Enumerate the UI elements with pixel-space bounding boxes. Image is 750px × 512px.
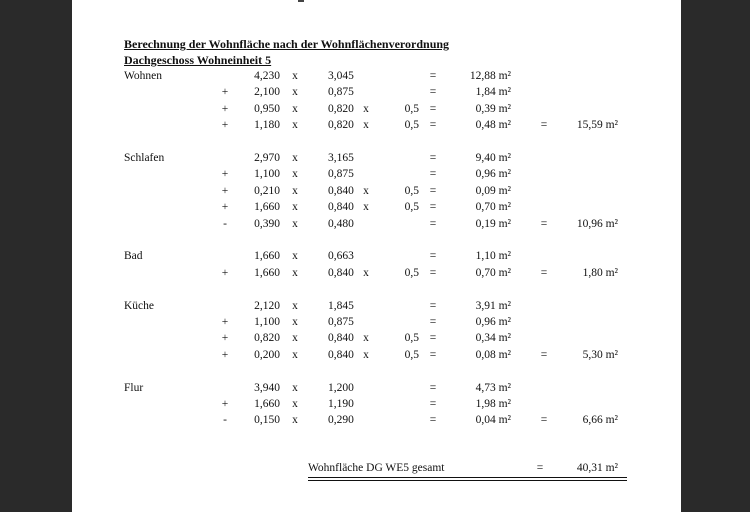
dimension-b: 1,190 — [328, 398, 354, 410]
times-symbol: x — [292, 398, 298, 410]
times-symbol: x — [292, 102, 298, 115]
row-sign: + — [221, 86, 229, 99]
times-symbol: x — [292, 168, 298, 181]
equals-symbol: = — [429, 86, 437, 99]
row-sign: + — [221, 184, 229, 197]
partial-area: 1,84 m² — [475, 86, 511, 99]
dimension-a: 1,100 — [254, 168, 280, 181]
reduction-factor: 0,5 — [404, 102, 419, 115]
total-double-underline — [308, 480, 627, 481]
document-subtitle: Dachgeschoss Wohneinheit 5 — [124, 53, 272, 67]
dimension-b: 0,840 — [328, 266, 354, 279]
equals-symbol: = — [429, 316, 437, 328]
equals-symbol: = — [429, 332, 437, 345]
room-total: 1,80 m² — [582, 266, 618, 279]
dimension-b: 1,200 — [328, 381, 354, 394]
times-symbol: x — [363, 348, 369, 361]
times-symbol: x — [292, 86, 298, 99]
equals-symbol: = — [429, 299, 437, 312]
equals-symbol: = — [540, 119, 548, 132]
times-symbol: x — [363, 184, 369, 197]
room-total: 6,66 m² — [582, 414, 618, 427]
partial-area: 3,91 m² — [475, 299, 511, 312]
times-symbol: x — [363, 119, 369, 132]
dimension-a: 0,390 — [254, 217, 280, 230]
row-sign: + — [221, 316, 229, 328]
viewer-left-margin — [0, 0, 72, 512]
equals-symbol: = — [429, 250, 437, 263]
dimension-a: 0,200 — [254, 348, 280, 361]
equals-symbol: = — [429, 102, 437, 115]
times-symbol: x — [292, 414, 298, 427]
partial-area: 0,19 m² — [475, 217, 511, 230]
equals-symbol: = — [429, 184, 437, 197]
reduction-factor: 0,5 — [404, 348, 419, 361]
dimension-b: 3,045 — [328, 70, 354, 82]
dimension-b: 0,875 — [328, 316, 354, 328]
times-symbol: x — [292, 217, 298, 230]
dimension-a: 1,660 — [254, 201, 280, 214]
times-symbol: x — [292, 152, 298, 164]
row-sign: + — [221, 398, 229, 410]
scan-mark — [298, 0, 304, 2]
reduction-factor: 0,5 — [404, 266, 419, 279]
times-symbol: x — [292, 381, 298, 394]
partial-area: 0,70 m² — [475, 201, 511, 214]
dimension-b: 0,820 — [328, 119, 354, 132]
equals-symbol: = — [429, 201, 437, 214]
row-sign: + — [221, 266, 229, 279]
equals-symbol: = — [429, 381, 437, 394]
total-label: Wohnfläche DG WE5 gesamt — [308, 462, 445, 474]
partial-area: 0,04 m² — [475, 414, 511, 427]
dimension-b: 3,165 — [328, 152, 354, 164]
total-underline — [308, 477, 627, 478]
times-symbol: x — [292, 266, 298, 279]
partial-area: 0,96 m² — [475, 168, 511, 181]
dimension-b: 0,840 — [328, 184, 354, 197]
partial-area: 4,73 m² — [475, 381, 511, 394]
partial-area: 0,34 m² — [475, 332, 511, 345]
room-name: Flur — [124, 381, 144, 394]
dimension-b: 0,820 — [328, 102, 354, 115]
partial-area: 0,08 m² — [475, 348, 511, 361]
equals-symbol: = — [429, 152, 437, 164]
equals-symbol: = — [429, 266, 437, 279]
times-symbol: x — [363, 102, 369, 115]
times-symbol: x — [292, 119, 298, 132]
times-symbol: x — [292, 201, 298, 214]
dimension-b: 0,840 — [328, 332, 354, 345]
dimension-a: 2,970 — [254, 152, 280, 164]
reduction-factor: 0,5 — [404, 119, 419, 132]
dimension-a: 1,660 — [254, 266, 280, 279]
times-symbol: x — [292, 184, 298, 197]
row-sign: + — [221, 201, 229, 214]
reduction-factor: 0,5 — [404, 184, 419, 197]
reduction-factor: 0,5 — [404, 332, 419, 345]
dimension-a: 0,950 — [254, 102, 280, 115]
equals-symbol: = — [540, 217, 548, 230]
dimension-a: 0,820 — [254, 332, 280, 345]
room-name: Schlafen — [124, 152, 165, 164]
room-total: 15,59 m² — [576, 119, 618, 132]
room-name: Küche — [124, 299, 155, 312]
equals-symbol: = — [429, 217, 437, 230]
equals-symbol: = — [540, 266, 548, 279]
times-symbol: x — [292, 332, 298, 345]
dimension-a: 1,180 — [254, 119, 280, 132]
partial-area: 12,88 m² — [469, 70, 511, 82]
dimension-a: 2,100 — [254, 86, 280, 99]
dimension-b: 0,663 — [328, 250, 354, 263]
total-value: 40,31 m² — [576, 462, 618, 474]
row-sign: - — [223, 217, 227, 230]
document-page — [72, 0, 681, 512]
equals-symbol: = — [429, 414, 437, 427]
row-sign: + — [221, 102, 229, 115]
room-name: Wohnen — [124, 70, 163, 82]
times-symbol: x — [292, 299, 298, 312]
dimension-b: 0,840 — [328, 201, 354, 214]
partial-area: 9,40 m² — [475, 152, 511, 164]
room-name: Bad — [124, 250, 143, 263]
dimension-a: 0,150 — [254, 414, 280, 427]
equals-symbol: = — [429, 70, 437, 82]
row-sign: + — [221, 168, 229, 181]
partial-area: 0,96 m² — [475, 316, 511, 328]
row-sign: + — [221, 332, 229, 345]
viewer-right-margin — [681, 0, 750, 512]
times-symbol: x — [292, 70, 298, 82]
dimension-a: 1,660 — [254, 250, 280, 263]
times-symbol: x — [363, 332, 369, 345]
times-symbol: x — [292, 250, 298, 263]
room-total: 5,30 m² — [582, 348, 618, 361]
times-symbol: x — [363, 266, 369, 279]
dimension-a: 2,120 — [254, 299, 280, 312]
total-equals: = — [536, 462, 544, 474]
times-symbol: x — [363, 201, 369, 214]
dimension-a: 1,660 — [254, 398, 280, 410]
partial-area: 1,10 m² — [475, 250, 511, 263]
dimension-a: 3,940 — [254, 381, 280, 394]
partial-area: 0,70 m² — [475, 266, 511, 279]
dimension-b: 0,875 — [328, 168, 354, 181]
times-symbol: x — [292, 348, 298, 361]
equals-symbol: = — [540, 414, 548, 427]
equals-symbol: = — [540, 348, 548, 361]
times-symbol: x — [292, 316, 298, 328]
equals-symbol: = — [429, 398, 437, 410]
dimension-b: 0,480 — [328, 217, 354, 230]
row-sign: - — [223, 414, 227, 427]
row-sign: + — [221, 119, 229, 132]
room-total: 10,96 m² — [576, 217, 618, 230]
equals-symbol: = — [429, 168, 437, 181]
dimension-b: 0,840 — [328, 348, 354, 361]
document-title: Berechnung der Wohnfläche nach der Wohnflächenverordnung — [124, 37, 450, 51]
partial-area: 1,98 m² — [475, 398, 511, 410]
row-sign: + — [221, 348, 229, 361]
dimension-a: 1,100 — [254, 316, 280, 328]
dimension-a: 0,210 — [254, 184, 280, 197]
partial-area: 0,48 m² — [475, 119, 511, 132]
dimension-b: 0,290 — [328, 414, 354, 427]
dimension-b: 0,875 — [328, 86, 354, 99]
reduction-factor: 0,5 — [404, 201, 419, 214]
equals-symbol: = — [429, 348, 437, 361]
dimension-b: 1,845 — [328, 299, 354, 312]
dimension-a: 4,230 — [254, 70, 280, 82]
partial-area: 0,39 m² — [475, 102, 511, 115]
partial-area: 0,09 m² — [475, 184, 511, 197]
equals-symbol: = — [429, 119, 437, 132]
